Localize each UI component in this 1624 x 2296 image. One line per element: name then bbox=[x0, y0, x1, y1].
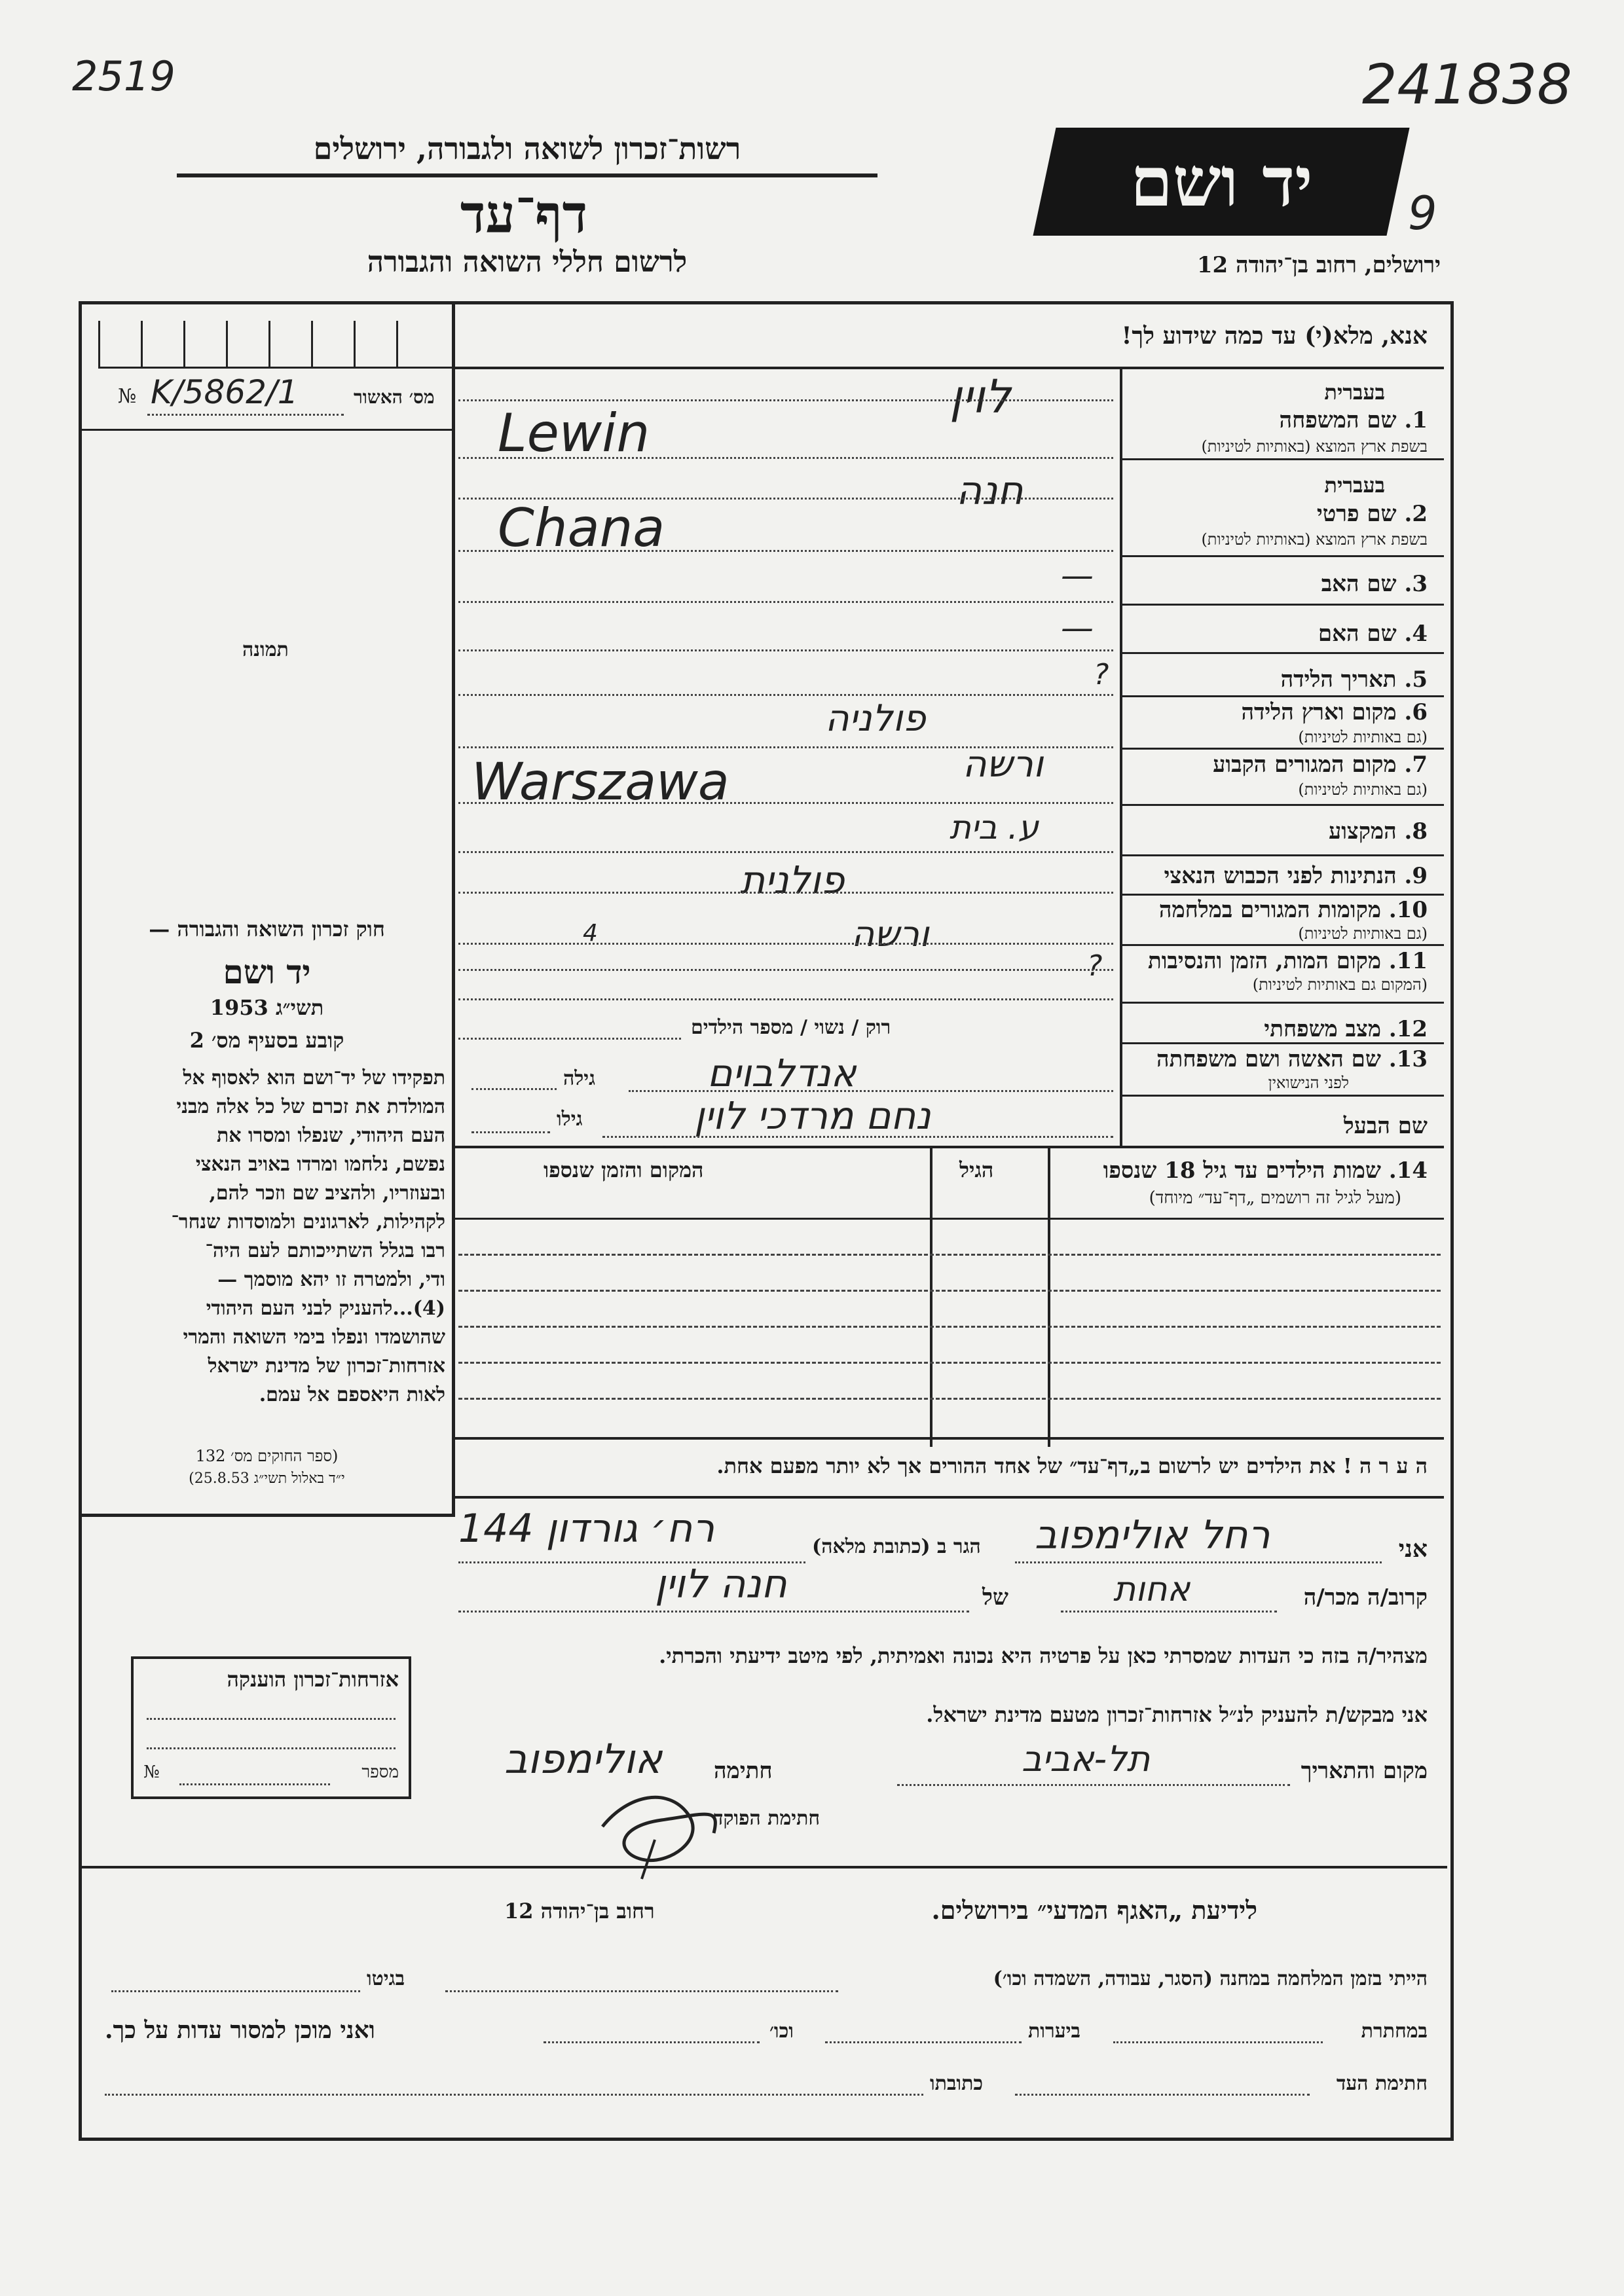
law-line: אזרחות־זכרון של מדינת ישראל bbox=[208, 1355, 445, 1377]
row-7-number: 7. bbox=[1404, 752, 1428, 778]
bottom-line1-b: בגיטו bbox=[367, 1967, 405, 1990]
address-label: הגר ב (כתובת מלאה) bbox=[812, 1535, 981, 1558]
of-label: של bbox=[982, 1584, 1008, 1611]
row-7-label bbox=[1213, 752, 1428, 778]
declaration-ani: אני bbox=[1398, 1535, 1428, 1563]
stamp-title: אזרחות־זכרון הוענקה bbox=[227, 1667, 399, 1692]
signature-label: חתימה bbox=[714, 1758, 773, 1784]
row-5-label bbox=[1281, 666, 1428, 693]
row-11-number: 11. bbox=[1388, 948, 1428, 974]
law-line: לאות היאספם אל עמם. bbox=[259, 1383, 445, 1406]
form-title: דף־עד bbox=[460, 183, 588, 245]
authority-name: רשות־זכרון לשואה ולגבורה, ירושלים bbox=[313, 131, 741, 166]
row-10-value[interactable]: ורשה bbox=[851, 913, 929, 955]
place-date-label: מקום והתאריך bbox=[1301, 1758, 1428, 1784]
row-6-value[interactable]: פולניה bbox=[825, 697, 926, 740]
law-line: תפקידו של יד־ושם הוא לאסוף אל bbox=[183, 1066, 445, 1089]
bottom-line2-c: וכו׳ bbox=[769, 2020, 794, 2043]
children-subtitle: (מעל לגיל זה רושמים „דף־עד״ מיוחד) bbox=[1149, 1188, 1401, 1208]
row-1-text: שם המשפחה bbox=[1279, 407, 1397, 433]
declaration-statement: מצהיר/ה בזה כי העדות שמסרתי כאן על פרטיה היא נכונה ואמיתית, לפי מיטב ידיעתי והכרתי. bbox=[659, 1643, 1428, 1668]
certificate-prefix: № bbox=[118, 385, 137, 408]
row-6-number: 6. bbox=[1404, 699, 1428, 725]
certificate-label: מס׳ האשור bbox=[354, 386, 435, 408]
row-9-label bbox=[1164, 863, 1428, 889]
children-title: 14. שמות הילדים עד גיל 18 שנספו bbox=[1103, 1157, 1428, 1184]
row-9-number: 9. bbox=[1404, 863, 1428, 889]
bottom-title: לידיעת „האגף המדעי״ בירושלים. bbox=[931, 1895, 1257, 1925]
row-2-latin-value[interactable]: Chana bbox=[498, 498, 665, 558]
row-13-sub: לפני הנישואין bbox=[1268, 1074, 1349, 1092]
row-2-text: שם פרטי bbox=[1316, 501, 1397, 527]
relative-label: קרוב/ה מכר/ה bbox=[1303, 1584, 1428, 1611]
children-col-divider-2 bbox=[930, 1146, 932, 1447]
children-col-divider-1 bbox=[1048, 1146, 1050, 1447]
row-5-number: 5. bbox=[1404, 666, 1428, 693]
law-line: נפשם, נלחמו ומרדו באויב הנאצי bbox=[195, 1153, 445, 1176]
officer-signature-label: חתימת הפוקד bbox=[714, 1807, 821, 1830]
row-11-label bbox=[1148, 948, 1428, 974]
row-13-number: 13. bbox=[1388, 1046, 1428, 1072]
signature-value[interactable]: אולימפוב bbox=[504, 1735, 663, 1783]
bottom-line2-d: ואני מוכן למסור עדות על כך. bbox=[105, 2016, 375, 2044]
declarant-address[interactable]: רח׳ גורדון 144 bbox=[458, 1506, 715, 1552]
row-4-number: 4. bbox=[1404, 621, 1428, 647]
bottom-address: רחוב בן־יהודה 12 bbox=[504, 1899, 655, 1923]
bottom-line3-b: כתובתו bbox=[930, 2072, 984, 2095]
husband-label: שם הבעל bbox=[1343, 1113, 1428, 1139]
children-note: ה ע ר ה ! את הילדים יש לרשום ב„דף־עד״ של אחד ההורים אך לא יותר מפעם אחת. bbox=[716, 1453, 1428, 1478]
law-line: ובעוזריו, ולהציב שם וזכר להם, bbox=[209, 1182, 445, 1205]
law-line: שהושמדו ונפלו בימי השואה והמרי bbox=[183, 1326, 445, 1349]
place-date-value[interactable]: תל-אביב bbox=[1022, 1738, 1151, 1779]
bottom-line3-a: חתימת העד bbox=[1336, 2072, 1428, 2095]
victim-name[interactable]: חנה לוין bbox=[655, 1561, 787, 1607]
row-1-tag: בעברית bbox=[1324, 380, 1385, 405]
law-line: העם היהודי, שנפלו ומסרו את bbox=[216, 1124, 445, 1147]
row-5-value[interactable]: ? bbox=[1094, 658, 1109, 691]
marital-options: רוק / נשוי / מספר הילדים bbox=[691, 1016, 891, 1039]
row-8-text: המקצוע bbox=[1328, 818, 1397, 845]
husband-value[interactable]: נחם מרדכי לוין bbox=[694, 1093, 931, 1138]
row-8-value[interactable]: ע. בית bbox=[950, 809, 1039, 847]
left-column-divider bbox=[452, 304, 455, 1516]
row-2-number: 2. bbox=[1404, 501, 1428, 527]
row-8-number: 8. bbox=[1404, 818, 1428, 845]
row-1-hebrew-value[interactable]: לוין bbox=[950, 370, 1011, 424]
bottom-line2-b: ביערות bbox=[1028, 2020, 1081, 2043]
row-2-label bbox=[1317, 501, 1428, 527]
row-6-text: מקום וארץ הלידה bbox=[1241, 699, 1397, 725]
children-row[interactable] bbox=[458, 1326, 1441, 1328]
row-4-value[interactable]: — bbox=[1061, 609, 1094, 647]
law-name: יד ושם bbox=[223, 953, 311, 991]
law-reference-2: י״ד באלול תשי״ג 25.8.53) bbox=[189, 1470, 345, 1487]
logo-text: יד ושם bbox=[1130, 141, 1313, 222]
declarant-name[interactable]: רחל אולימפוב bbox=[1035, 1512, 1270, 1558]
intro-divider bbox=[455, 367, 1444, 369]
row-1-sub: בשפת ארץ המוצא (באותיות לטיניות) bbox=[1201, 437, 1428, 456]
certificate-number: K/5862/1 bbox=[151, 373, 299, 411]
declaration-request: אני מבקש/ת להעניק לנ״ל אזרחות־זכרון מטעם מדינת ישראל. bbox=[926, 1702, 1428, 1727]
children-place-header: המקום והזמן שנספו bbox=[544, 1157, 704, 1182]
row-4-text: שם האם bbox=[1318, 621, 1397, 647]
law-line: לקהילות, לארגונים ולמוסדות שנחר־ bbox=[171, 1211, 445, 1233]
declaration-bottom-rule bbox=[82, 1866, 1447, 1868]
law-year: תשי״ג 1953 bbox=[210, 995, 324, 1020]
header-rule bbox=[177, 173, 877, 177]
label-column-divider bbox=[1120, 367, 1122, 1146]
row-7-latin-value[interactable]: Warszawa bbox=[471, 753, 729, 812]
row-12-number: 12. bbox=[1388, 1016, 1428, 1042]
row-2-tag: בעברית bbox=[1324, 473, 1385, 498]
form-subtitle: לרשום חללי השואה והגבורה bbox=[367, 246, 688, 279]
row-2-hebrew-value[interactable]: חנה bbox=[956, 468, 1024, 514]
form-intro: אנא, מלא(י) עד כמה שידוע לך! bbox=[1121, 322, 1428, 350]
children-top-rule bbox=[455, 1146, 1444, 1148]
row-11-text: מקום המות, הזמן והנסיבות bbox=[1147, 948, 1381, 974]
row-7-text: מקום המגורים הקבוע bbox=[1213, 752, 1397, 778]
stamp-number-label: מספר bbox=[361, 1762, 399, 1782]
row-4-label bbox=[1318, 621, 1428, 647]
children-header-rule bbox=[455, 1218, 1444, 1220]
row-6-sub: (גם באותיות לטיניות) bbox=[1298, 728, 1428, 746]
law-line: המולדת את זכרם של כל אלה מבני bbox=[176, 1095, 445, 1118]
row-1-latin-value[interactable]: Lewin bbox=[498, 403, 650, 464]
note-rule bbox=[455, 1496, 1444, 1499]
row-13-label bbox=[1156, 1046, 1428, 1072]
law-section: קובע בסעיף מס׳ 2 bbox=[189, 1028, 344, 1053]
left-column-bottom bbox=[82, 1514, 455, 1517]
row-2-sub: בשפת ארץ המוצא (באותיות לטיניות) bbox=[1201, 530, 1428, 549]
row-10-text: מקומות המגורים במלחמה bbox=[1158, 897, 1381, 923]
row-12-label bbox=[1264, 1016, 1428, 1042]
header-address: ירושלים, רחוב בן־יהודה 12 bbox=[1196, 252, 1441, 278]
row-3-value[interactable]: — bbox=[1061, 556, 1094, 594]
children-row[interactable] bbox=[458, 1398, 1441, 1400]
citizenship-stamp-box bbox=[131, 1656, 411, 1799]
row-7-hebrew-value[interactable]: ורשה bbox=[963, 743, 1044, 786]
left-corner-number: 2519 bbox=[72, 52, 175, 100]
row-11-sub: (המקום גם באותיות לטיניות) bbox=[1252, 975, 1428, 994]
right-corner-number: 241838 bbox=[1362, 52, 1572, 117]
row-3-number: 3. bbox=[1404, 571, 1428, 597]
law-line: רבו בגלל השתייכותם לעם היה־ bbox=[205, 1239, 445, 1262]
certificate-divider bbox=[82, 429, 452, 431]
law-line: ודי, ולמטרה זו יהא מוסמך — bbox=[217, 1268, 445, 1291]
row-10-number: 10. bbox=[1388, 897, 1428, 923]
row-5-text: תאריך הלידה bbox=[1280, 666, 1397, 693]
children-age-header: הגיל bbox=[959, 1157, 994, 1182]
yad-vashem-logo bbox=[1033, 128, 1409, 236]
law-title: חוק זכרון השואה והגבורה — bbox=[149, 917, 385, 941]
row-7-sub: (גם באותיות לטיניות) bbox=[1298, 780, 1428, 799]
row-13-text: שם האשה ושם משפחתה bbox=[1156, 1046, 1381, 1072]
stamp-number-prefix: № bbox=[143, 1762, 160, 1782]
row-9-value[interactable]: פולנית bbox=[740, 858, 845, 902]
bottom-line2-a: במחתרת bbox=[1361, 2020, 1428, 2043]
corner-mark: 9 bbox=[1408, 187, 1437, 240]
row-10-sub: (גם באותיות לטיניות) bbox=[1298, 924, 1428, 943]
children-row[interactable] bbox=[458, 1254, 1441, 1256]
row-8-label bbox=[1329, 818, 1428, 845]
row-13-value[interactable]: אנדלבוים bbox=[707, 1051, 857, 1095]
law-text-block bbox=[88, 1064, 445, 1410]
row-9-text: הנתינות לפני הכבוש הנאצי bbox=[1164, 863, 1397, 889]
row-10-label bbox=[1159, 897, 1428, 923]
children-bottom-rule bbox=[455, 1437, 1444, 1440]
row-3-text: שם האב bbox=[1321, 571, 1397, 597]
row-3-label bbox=[1321, 571, 1428, 597]
law-line: (4)...להעניק לבני העם היהודי bbox=[206, 1297, 445, 1320]
children-row[interactable] bbox=[458, 1290, 1441, 1292]
row-1-label bbox=[1280, 407, 1428, 433]
row-11-value[interactable]: ? bbox=[1087, 949, 1103, 983]
bottom-line1-a: הייתי בזמן המלחמה במחנה (הסגר, עבודה, השמדה וכו׳) bbox=[993, 1967, 1428, 1990]
photo-label: תמונה bbox=[242, 638, 289, 661]
row-1-number: 1. bbox=[1404, 407, 1428, 433]
law-reference-1: (ספר החוקים מס׳ 132 bbox=[195, 1447, 339, 1465]
row-6-label bbox=[1241, 699, 1428, 725]
relative-value[interactable]: אחות bbox=[1113, 1570, 1190, 1609]
husband-age-label: גילו bbox=[557, 1108, 583, 1131]
children-row[interactable] bbox=[458, 1362, 1441, 1364]
row-10-mark: 4 bbox=[583, 920, 598, 947]
wife-age-label: גילה bbox=[563, 1067, 596, 1090]
row-12-text: מצב משפחתי bbox=[1264, 1016, 1381, 1042]
certificate-line bbox=[147, 414, 344, 416]
